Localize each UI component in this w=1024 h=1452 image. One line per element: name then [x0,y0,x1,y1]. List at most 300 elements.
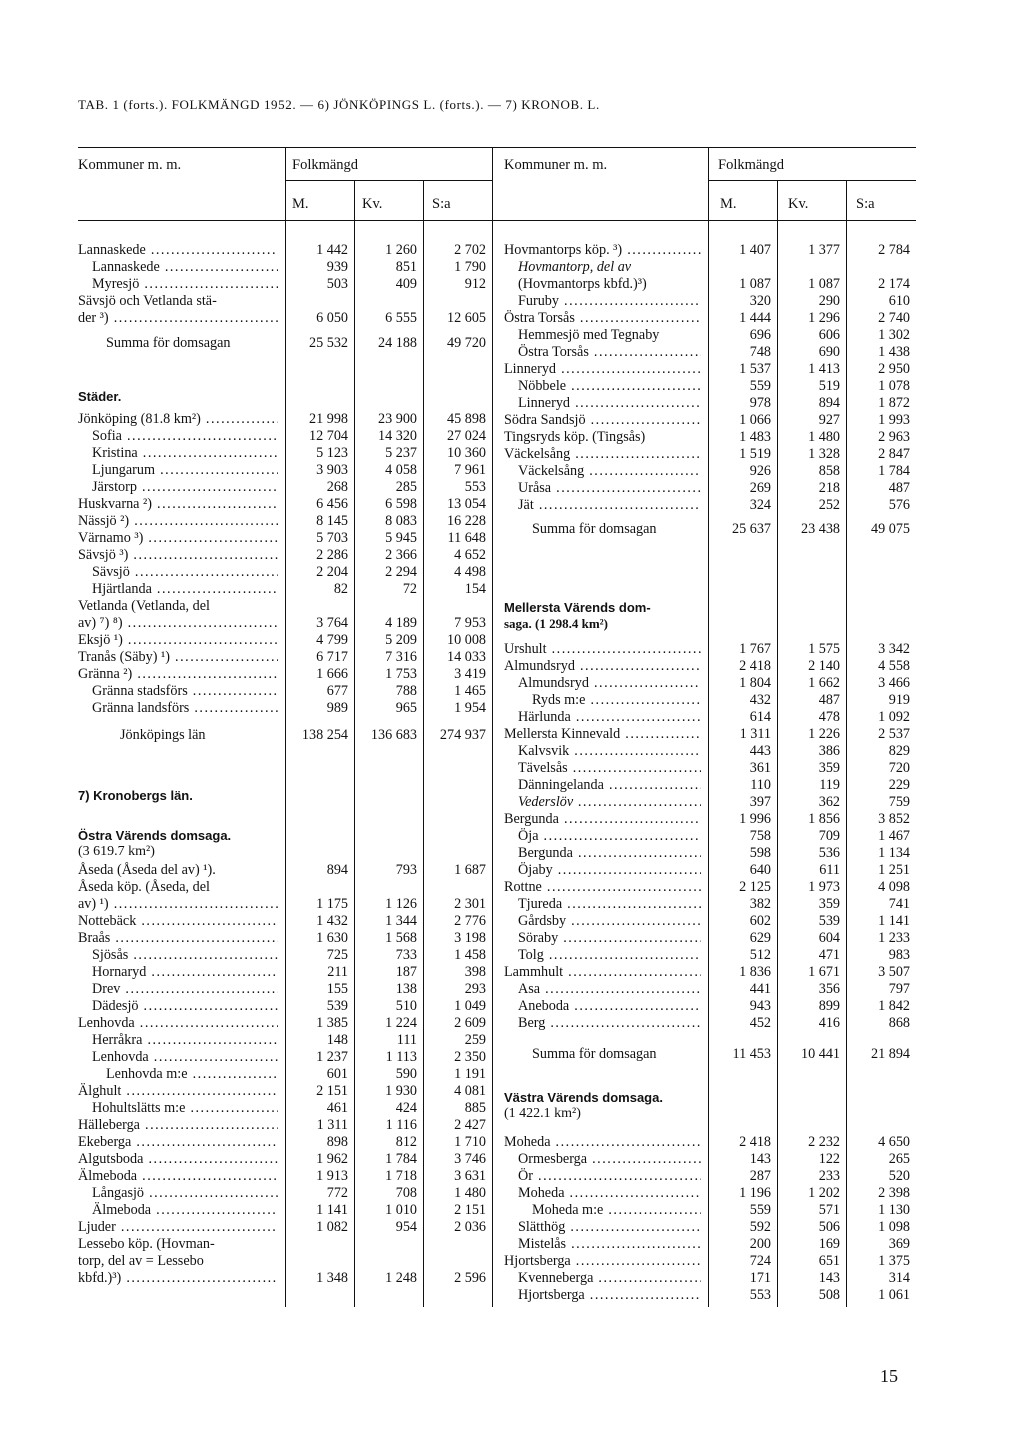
row-kv-value: 5 945 [385,530,417,546]
col-sa-left: S:a [432,196,451,212]
row-sa-value: 49 720 [446,335,486,351]
row-sa-value: 868 [888,1015,910,1031]
row-m-value: 724 [749,1253,771,1269]
row-kv-value: 471 [818,947,840,963]
row-sa-value: 154 [464,581,486,597]
row-kv-value: 4 189 [385,615,417,631]
col-folkmangd-right: Folkmängd [718,157,785,173]
row-name: Slätthög ..... [518,1219,701,1235]
row-kv-value: 424 [395,1100,417,1116]
row-name: Gränna stadsförs ..... [92,683,278,699]
table-row [0,276,1024,292]
row-name: Rottne ..... [504,879,701,895]
row-kv-value: 5 237 [385,445,417,461]
row-sa-value: 1 233 [878,930,910,946]
row-kv-value: 136 683 [370,727,417,743]
row-kv-value: 169 [818,1236,840,1252]
row-sa-value: 610 [888,293,910,309]
row-m-value: 171 [749,1270,771,1286]
row-name: Moheda ..... [518,1185,701,1201]
table-row [0,709,1024,725]
row-kv-value: 651 [818,1253,840,1269]
row-m-value: 1 087 [739,276,771,292]
row-sa-value: 27 024 [446,428,486,444]
row-kv-value: 1 087 [808,276,840,292]
row-kv-value: 8 083 [385,513,417,529]
row-kv-value: 409 [395,276,417,292]
row-m-value: 1 082 [316,1219,348,1235]
col-m-right: M. [720,196,737,212]
row-kv-value: 1 856 [808,811,840,827]
row-kv-value: 5 209 [385,632,417,648]
row-sa-value: 3 198 [454,930,486,946]
row-name: (Hovmantorps kbfd.)³) [518,276,647,292]
col-m-left: M. [292,196,309,212]
row-kv-value: 218 [818,480,840,496]
row-kv-value: 1 113 [385,1049,417,1065]
row-m-value: 943 [749,998,771,1014]
row-sa-value: 2 740 [878,310,910,326]
row-name: Östra Torsås ..... [518,344,701,360]
row-kv-value: 1 568 [385,930,417,946]
row-sa-value: 259 [464,1032,486,1048]
row-sa-value: 2 596 [454,1270,486,1286]
row-name: Lessebo köp. (Hovman- [78,1236,215,1252]
row-name: der ³) ..... [78,310,278,326]
col-kv-right: Kv. [788,196,809,212]
row-name: Hohultslätts m:e ..... [92,1100,278,1116]
row-kv-value: 1 973 [808,879,840,895]
row-sa-value: 14 033 [446,649,486,665]
row-kv-value: 519 [818,378,840,394]
row-m-value: 11 453 [732,1046,771,1062]
row-m-value: 1 348 [316,1270,348,1286]
page-number: 15 [880,1366,898,1386]
row-kv-value: 2 366 [385,547,417,563]
row-kv-value: 536 [818,845,840,861]
row-kv-value: 1 328 [808,446,840,462]
table-row [0,1066,1024,1082]
row-m-value: 2 286 [316,547,348,563]
table-row [0,879,1024,895]
row-name: Braås ..... [78,930,278,946]
row-m-value: 614 [749,709,771,725]
row-sa-value: 1 098 [878,1219,910,1235]
row-kv-value: 1 671 [808,964,840,980]
row-sa-value: 1 784 [878,463,910,479]
row-kv-value: 954 [395,1219,417,1235]
row-kv-value: 1 116 [385,1117,417,1133]
row-m-value: 553 [749,1287,771,1303]
row-name: Linneryd ..... [518,395,701,411]
row-kv-value: 233 [818,1168,840,1184]
table-row [0,1015,1024,1031]
row-name: Gränna ²) ..... [78,666,278,682]
row-kv-value: 2 232 [808,1134,840,1150]
row-name: Berg ..... [518,1015,701,1031]
row-name: Östra Torsås ..... [504,310,701,326]
row-name: Lammhult ..... [504,964,701,980]
row-m-value: 6 717 [316,649,348,665]
row-sa-value: 4 081 [454,1083,486,1099]
row-kv-value: 733 [395,947,417,963]
row-m-value: 939 [326,259,348,275]
row-m-value: 1 913 [316,1168,348,1184]
row-sa-value: 1 130 [878,1202,910,1218]
row-kv-value: 2 294 [385,564,417,580]
row-kv-value: 359 [818,896,840,912]
row-m-value: 25 637 [731,521,771,537]
row-kv-value: 1 784 [385,1151,417,1167]
row-sa-value: 1 049 [454,998,486,1014]
table-row [0,615,1024,631]
row-sa-value: 1 872 [878,395,910,411]
row-m-value: 1 407 [739,242,771,258]
row-name: Sävsjö ..... [92,564,278,580]
row-kv-value: 1 126 [385,896,417,912]
row-kv-value: 506 [818,1219,840,1235]
row-m-value: 12 704 [308,428,348,444]
table-row [0,564,1024,580]
row-name: Eksjö ¹) ..... [78,632,278,648]
row-sa-value: 16 228 [446,513,486,529]
row-name: Linneryd ..... [504,361,701,377]
top-rule [78,147,916,148]
table-row [0,930,1024,946]
row-kv-value: 788 [395,683,417,699]
row-name: Jönköping (81.8 km²) ..... [78,411,278,427]
row-m-value: 382 [749,896,771,912]
row-m-value: 82 [333,581,348,597]
row-name: Lannaskede ..... [78,242,278,258]
row-m-value: 978 [749,395,771,411]
section-stader: Städer. [78,389,122,404]
section-vastra-varend: Västra Värends domsaga. [504,1090,663,1105]
table-row [0,412,1024,428]
row-kv-value: 356 [818,981,840,997]
row-name: Almundsryd ..... [504,658,701,674]
table-row [0,581,1024,597]
row-name: kbfd.)³) ..... [78,1270,278,1286]
row-name: Lenhovda m:e ..... [106,1066,278,1082]
row-sa-value: 2 776 [454,913,486,929]
table-row [0,845,1024,861]
row-name: Urshult ..... [504,641,701,657]
row-name: Öja ..... [518,828,701,844]
row-name: Moheda m:e ..... [532,1202,701,1218]
table-row [0,327,1024,343]
row-sa-value: 3 746 [454,1151,486,1167]
row-m-value: 441 [749,981,771,997]
row-name: Ör ..... [518,1168,701,1184]
row-kv-value: 1 480 [808,429,840,445]
table-header: TAB. 1 (forts.). FOLKMÄNGD 1952. — 6) JÖNKÖPINGS L. (forts.). — 7) KRONOB. L. [78,97,600,112]
row-sa-value: 45 898 [446,411,486,427]
row-sa-value: 1 993 [878,412,910,428]
row-m-value: 1 483 [739,429,771,445]
row-name: Hjortsberga ..... [518,1287,701,1303]
row-kv-value: 927 [818,412,840,428]
row-name: Almundsryd ..... [518,675,701,691]
row-sa-value: 11 648 [447,530,486,546]
row-kv-value: 6 555 [385,310,417,326]
table-row [0,1185,1024,1201]
row-name: Älmeboda ..... [78,1168,278,1184]
row-name: torp, del av = Lessebo [78,1253,204,1269]
row-name: Sjösås ..... [92,947,278,963]
row-sa-value: 1 375 [878,1253,910,1269]
row-m-value: 25 532 [308,335,348,351]
table-row [0,521,1024,537]
row-kv-value: 571 [818,1202,840,1218]
table-row [0,981,1024,997]
section-kronoberg: 7) Kronobergs län. [78,788,193,803]
row-kv-value: 709 [818,828,840,844]
row-m-value: 2 151 [316,1083,348,1099]
row-m-value: 2 204 [316,564,348,580]
row-sa-value: 4 098 [878,879,910,895]
row-sa-value: 2 174 [878,276,910,292]
row-name: Algutsboda ..... [78,1151,278,1167]
row-sa-value: 3 466 [878,675,910,691]
row-kv-value: 4 058 [385,462,417,478]
table-row [0,429,1024,445]
row-name: Åseda (Åseda del av) ¹). [78,862,216,878]
table-row [0,998,1024,1014]
row-kv-value: 894 [818,395,840,411]
table-row [0,1134,1024,1150]
table-row [0,1202,1024,1218]
table-row [0,242,1024,258]
row-m-value: 559 [749,378,771,394]
section-ostra-area: (3 619.7 km²) [78,844,155,859]
row-name: Hemmesjö med Tegnaby [518,327,660,343]
row-m-value: 2 125 [739,879,771,895]
row-m-value: 1 311 [316,1117,348,1133]
table-row [0,675,1024,691]
row-kv-value: 187 [395,964,417,980]
table-row [0,964,1024,980]
row-kv-value: 851 [395,259,417,275]
row-kv-value: 285 [395,479,417,495]
row-sa-value: 885 [464,1100,486,1116]
row-m-value: 397 [749,794,771,810]
row-m-value: 640 [749,862,771,878]
row-sa-value: 293 [464,981,486,997]
row-sa-value: 2 036 [454,1219,486,1235]
row-name: Nässjö ²) ..... [78,513,278,529]
row-name: Dänningelanda ..... [518,777,701,793]
row-m-value: 758 [749,828,771,844]
row-sa-value: 12 605 [446,310,486,326]
row-m-value: 287 [749,1168,771,1184]
row-m-value: 512 [749,947,771,963]
table-row [0,777,1024,793]
row-m-value: 677 [326,683,348,699]
row-m-value: 1 519 [739,446,771,462]
row-sa-value: 1 710 [454,1134,486,1150]
row-m-value: 2 418 [739,1134,771,1150]
row-name: Herråkra ..... [92,1032,278,1048]
row-m-value: 1 311 [739,726,771,742]
row-kv-value: 965 [395,700,417,716]
row-name: Älghult ..... [78,1083,278,1099]
row-sa-value: 21 894 [870,1046,910,1062]
row-kv-value: 1 202 [808,1185,840,1201]
row-m-value: 1 066 [739,412,771,428]
row-name: Järstorp ..... [92,479,278,495]
row-m-value: 143 [749,1151,771,1167]
row-name: av) ⁷) ⁸) ..... [78,615,278,631]
row-kv-value: 690 [818,344,840,360]
row-kv-value: 1 662 [808,675,840,691]
row-m-value: 361 [749,760,771,776]
table-row [0,1270,1024,1286]
row-name: Ljuder ..... [78,1219,278,1235]
row-sa-value: 398 [464,964,486,980]
row-m-value: 1 175 [316,896,348,912]
row-m-value: 1 385 [316,1015,348,1031]
table-row [0,1151,1024,1167]
row-sa-value: 3 342 [878,641,910,657]
folkmangd-rule-right [708,180,916,181]
row-name: Vederslöv ..... [518,794,701,810]
table-row [0,1236,1024,1252]
row-sa-value: 1 061 [878,1287,910,1303]
row-sa-value: 983 [888,947,910,963]
row-sa-value: 2 151 [454,1202,486,1218]
row-kv-value: 138 [395,981,417,997]
row-kv-value: 14 320 [377,428,417,444]
row-sa-value: 4 652 [454,547,486,563]
row-sa-value: 797 [888,981,910,997]
row-sa-value: 2 301 [454,896,486,912]
row-name: Summa för domsagan [532,521,657,537]
row-m-value: 1 666 [316,666,348,682]
row-name: Ljungarum ..... [92,462,278,478]
row-kv-value: 6 598 [385,496,417,512]
row-kv-value: 1 260 [385,242,417,258]
row-name: Bergunda ..... [504,811,701,827]
row-kv-value: 122 [818,1151,840,1167]
table-row [0,547,1024,563]
row-name: Gårdsby ..... [518,913,701,929]
row-name: Summa för domsagan [532,1046,657,1062]
row-name: Kristina ..... [92,445,278,461]
row-sa-value: 1 790 [454,259,486,275]
table-row [0,947,1024,963]
row-sa-value: 520 [888,1168,910,1184]
row-m-value: 8 145 [316,513,348,529]
row-m-value: 601 [326,1066,348,1082]
row-kv-value: 1 377 [808,242,840,258]
table-row [0,1168,1024,1184]
table-row [0,726,1024,742]
row-sa-value: 314 [888,1270,910,1286]
row-name: Söraby ..... [518,930,701,946]
row-kv-value: 1 413 [808,361,840,377]
table-row [0,1287,1024,1303]
row-name: Hjortsberga ..... [504,1253,701,1269]
section-mellersta-area: saga. (1 298.4 km²) [504,616,608,631]
table-row [0,497,1024,513]
row-name: Bergunda ..... [518,845,701,861]
row-kv-value: 1 224 [385,1015,417,1031]
row-name: Jönköpings län [120,727,206,743]
row-m-value: 461 [326,1100,348,1116]
table-row [0,1117,1024,1133]
row-kv-value: 290 [818,293,840,309]
row-m-value: 110 [750,777,771,793]
row-m-value: 559 [749,1202,771,1218]
row-name: Nottebäck ..... [78,913,278,929]
row-sa-value: 3 852 [878,811,910,827]
row-name: Åseda köp. (Åseda, del [78,879,210,895]
row-m-value: 1 537 [739,361,771,377]
row-sa-value: 1 458 [454,947,486,963]
row-m-value: 155 [326,981,348,997]
row-kv-value: 1 575 [808,641,840,657]
row-m-value: 432 [749,692,771,708]
row-name: Väckelsång ..... [518,463,701,479]
row-sa-value: 1 302 [878,327,910,343]
row-name: Vetlanda (Vetlanda, del [78,598,210,614]
row-name: Hovmantorp, del av [518,259,632,275]
row-m-value: 6 050 [316,310,348,326]
row-name: Öjaby ..... [518,862,701,878]
row-m-value: 1 432 [316,913,348,929]
row-name: Drev ..... [92,981,278,997]
row-name: Kalvsvik ..... [518,743,701,759]
row-sa-value: 2 350 [454,1049,486,1065]
row-sa-value: 49 075 [870,521,910,537]
row-m-value: 1 804 [739,675,771,691]
row-sa-value: 1 134 [878,845,910,861]
row-sa-value: 3 507 [878,964,910,980]
row-m-value: 324 [749,497,771,513]
table-row [0,598,1024,614]
row-name: Summa för domsagan [106,335,231,351]
row-kv-value: 487 [818,692,840,708]
col-kv-left: Kv. [362,196,383,212]
row-m-value: 1 767 [739,641,771,657]
row-sa-value: 265 [888,1151,910,1167]
row-name: Långasjö ..... [92,1185,278,1201]
row-name: Lenhovda ..... [78,1015,278,1031]
table-row [0,344,1024,360]
row-kv-value: 1 248 [385,1270,417,1286]
row-kv-value: 386 [818,743,840,759]
row-m-value: 696 [749,327,771,343]
row-m-value: 629 [749,930,771,946]
row-m-value: 898 [326,1134,348,1150]
row-m-value: 5 703 [316,530,348,546]
row-kv-value: 359 [818,760,840,776]
row-sa-value: 4 558 [878,658,910,674]
row-name: Dädesjö ..... [92,998,278,1014]
row-m-value: 200 [749,1236,771,1252]
row-name: Ormesberga ..... [518,1151,701,1167]
row-name: Huskvarna ²) ..... [78,496,278,512]
row-m-value: 443 [749,743,771,759]
row-name: av) ¹) ..... [78,896,278,912]
row-kv-value: 23 900 [377,411,417,427]
row-name: Väckelsång ..... [504,446,701,462]
row-m-value: 3 764 [316,615,348,631]
row-name: Gränna landsförs ..... [92,700,278,716]
row-name: Lenhovda ..... [92,1049,278,1065]
row-name: Hjärtlanda ..... [92,581,278,597]
